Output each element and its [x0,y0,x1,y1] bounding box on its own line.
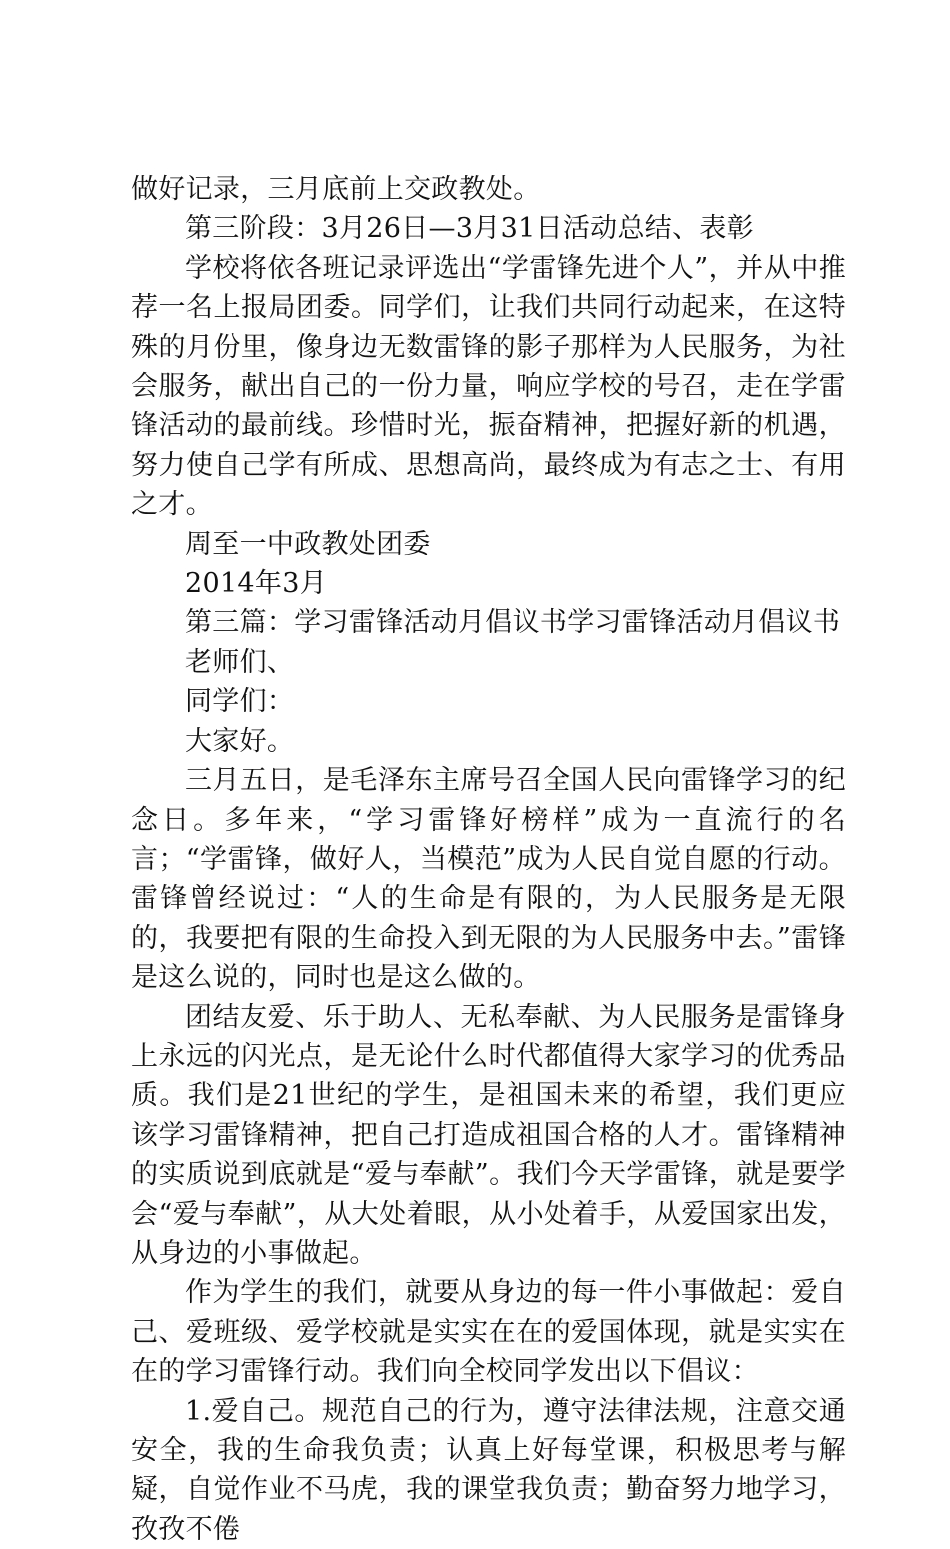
paragraph: 做好记录，三月底前上交政教处。 [131,174,541,205]
paragraph: 作为学生的我们，就要从身边的每一件小事做起：爱自己、爱班级、爱学校就是实实在在的爱国体现，就是实实在在的学习雷锋行动。我们向全校同学发出以下倡议： [131,1277,846,1388]
paragraph: 三月五日，是毛泽东主席号召全国人民向雷锋学习的纪念日。多年来，“学习雷锋好榜样”成为一直流行的名言；“学雷锋，做好人，当模范”成为人民自觉自愿的行动。雷锋曾经说过：“人的生命是有限的，为人民服务是无限的，我要把有限的生命投入到无限的为人民服务中去。”雷锋是这么说的，同时也是这么做的。 [131,765,846,994]
section-title: 第三篇：学习雷锋活动月倡议书学习雷锋活动月倡议书 [185,607,841,639]
greeting: 大家好。 [185,725,295,757]
paragraph-stage-heading: 第三阶段：3月26日—3月31日活动总结、表彰 [185,213,754,245]
salutation-students: 同学们： [185,686,295,718]
salutation-teachers: 老师们、 [185,646,295,678]
paragraph: 团结友爱、乐于助人、无私奉献、为人民服务是雷锋身上永远的闪光点，是无论什么时代都值得大家学习的优秀品质。我们是21世纪的学生，是祖国未来的希望，我们更应该学习雷锋精神，把自己打造成祖国合格的人才。雷锋精神的实质说到底就是“爱与奉献”。我们今天学雷锋，就是要学会“爱与奉献”，从大处着眼，从小处着手，从爱国家出发，从身边的小事做起。 [131,1001,846,1269]
paragraph: 学校将依各班记录评选出“学雷锋先进个人”，并从中推荐一名上报局团委。同学们，让我们共同行动起来，在这特殊的月份里，像身边无数雷锋的影子那样为人民服务，为社会服务，献出自己的一份力量，响应学校的号召，走在学雷锋活动的最前线。珍惜时光，振奋精神，把握好新的机遇，努力使自己学有所成、思想高尚，最终成为有志之士、有用之才。 [131,252,846,521]
document-body [131,170,846,1549]
signature-organization: 周至一中政教处团委 [185,528,431,560]
paragraph-proposal-1: 1.爱自己。规范自己的行为，遵守法律法规，注意交通安全，我的生命我负责；认真上好每堂课，积极思考与解疑，自觉作业不马虎，我的课堂我负责；勤奋努力地学习，孜孜不倦 [131,1395,846,1545]
signature-date: 2014年3月 [185,568,327,600]
